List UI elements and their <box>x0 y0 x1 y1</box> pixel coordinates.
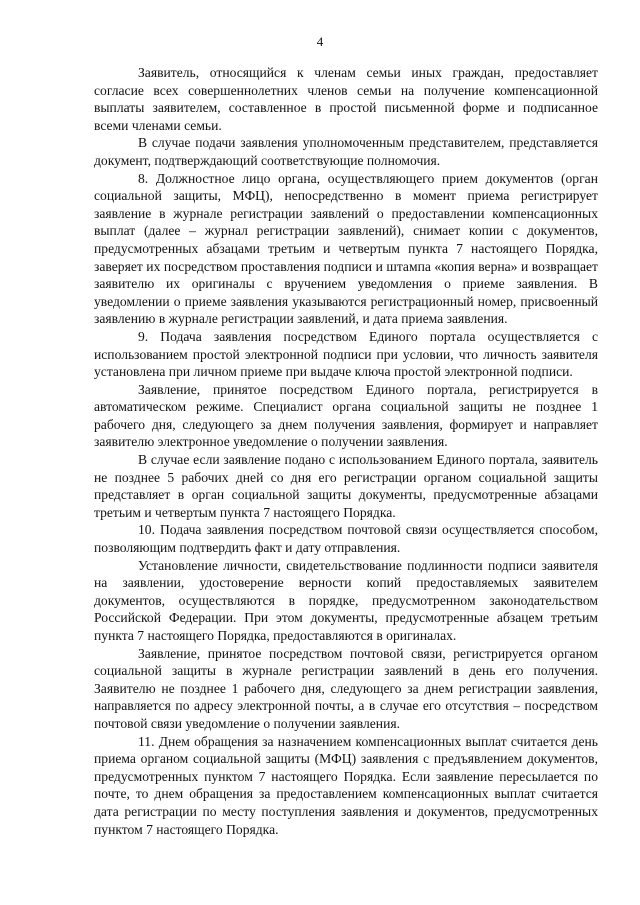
paragraph-portal-registration: Заявление, принятое посредством Единого портала, регистрируется в автоматическом режиме. Специалист органа социальной защиты не позднее 1 рабочего дня, следующего за днем получения заявления, формирует и направляет заявителю электронное уведомление о получении заявления. <box>94 381 598 450</box>
paragraph-postal-registration: Заявление, принятое посредством почтовой связи, регистрируется органом социальной защиты в журнале регистрации заявлений в день его получения. Заявителю не позднее 1 рабочего дня, следующего за днем регистрации заявления, направляется по адресу электронной почты, а в случае его отсутствия – посредством почтовой связи уведомление о получении заявления. <box>94 645 598 731</box>
paragraph-clause-9: 9. Подача заявления посредством Единого портала осуществляется с использованием простой электронной подписи при условии, что личность заявителя установлена при личном приеме при выдаче ключа простой электронной подписи. <box>94 328 598 380</box>
paragraph-representative: В случае подачи заявления уполномоченным представителем, представляется документ, подтверждающий соответствующие полномочия. <box>94 135 598 168</box>
page-number: 4 <box>316 34 324 49</box>
document-body <box>94 64 598 838</box>
paragraph-clause-11: 11. Днем обращения за назначением компенсационных выплат считается день приема органом социальной защиты (МФЦ) заявления с предъявлением документов, предусмотренных пунктом 7 настоящего Порядка. Если заявление пересылается по почте, то днем обращения за предоставлением компенсационных выплат считается дата регистрации по месту поступления заявления и документов, предусмотренных пунктом 7 настоящего Порядка. <box>94 733 598 837</box>
paragraph-portal-documents: В случае если заявление подано с использованием Единого портала, заявитель не позднее 5 рабочих дней со дня его регистрации органом социальной защиты представляет в орган социальной защиты документы, предусмотренные абзацами третьим и четвертым пункта 7 настоящего Порядка. <box>94 452 598 520</box>
paragraph-family-consent: Заявитель, относящийся к членам семьи иных граждан, предоставляет согласие всех совершеннолетних членов семьи на получение компенсационной выплаты заявителем, составленное в простой письменной форме и подписанное всеми членами семьи. <box>94 65 598 133</box>
paragraph-clause-8: 8. Должностное лицо органа, осуществляющего прием документов (орган социальной защиты, МФЦ), непосредственно в момент приема регистрирует заявление в журнале регистрации заявлений о предоставлении компенсационных выплат (далее – журнал регистрации заявлений), снимает копии с документов, предусмотренных абзацами третьим и четвертым пункта 7 настоящего Порядка, заверяет их посредством проставления подписи и штампа «копия верна» и возвращает заявителю их оригиналы с вручением уведомления о приеме заявления. В уведомлении о приеме заявления указываются регистрационный номер, присвоенный заявлению в журнале регистрации заявлений, и дата приема заявления. <box>94 170 598 327</box>
paragraph-identity-verification: Установление личности, свидетельствование подлинности подписи заявителя на заявлении, удостоверение верности копий предоставляемых заявителем документов, осуществляются в порядке, предусмотренном законодательством Российской Федерации. При этом документы, предусмотренные абзацем третьим пункта 7 настоящего Порядка, предоставляются в оригиналах. <box>94 557 598 643</box>
paragraph-clause-10: 10. Подача заявления посредством почтовой связи осуществляется способом, позволяющим подтвердить факт и дату отправления. <box>94 522 598 556</box>
